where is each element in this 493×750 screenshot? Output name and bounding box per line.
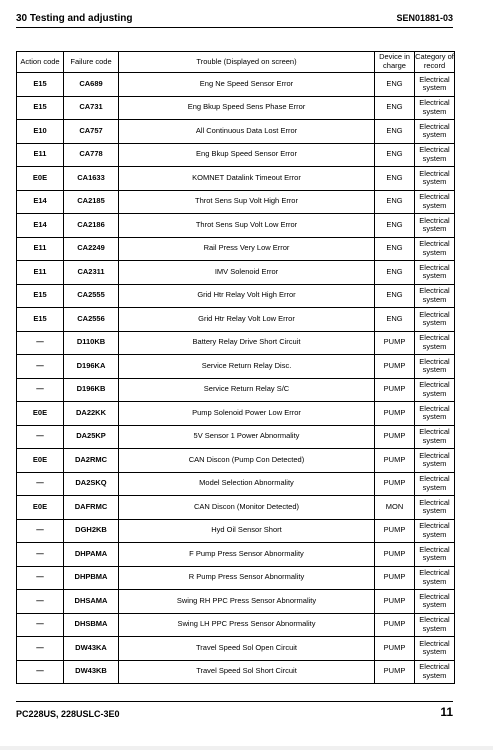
failure-code-cell: D110KB [64,331,119,355]
table-row [17,73,455,97]
action-code-cell: E0E [17,402,64,426]
trouble-cell: All Continuous Data Lost Error [119,120,375,144]
action-code-cell: — [17,378,64,402]
table-row [17,613,455,637]
action-code-cell: — [17,566,64,590]
failure-code-cell: DA22KK [64,402,119,426]
device-cell: PUMP [375,637,415,661]
table-row [17,472,455,496]
category-cell: Electrical system [415,566,455,590]
table-row [17,566,455,590]
failure-code-cell: CA2555 [64,284,119,308]
col-header-trouble: Trouble (Displayed on screen) [119,52,375,73]
table-row [17,590,455,614]
failure-code-table [16,51,455,684]
device-cell: PUMP [375,566,415,590]
action-code-cell: — [17,637,64,661]
device-cell: ENG [375,143,415,167]
category-cell: Electrical system [415,190,455,214]
trouble-cell: Pump Solenoid Power Low Error [119,402,375,426]
action-code-cell: — [17,660,64,684]
category-cell: Electrical system [415,449,455,473]
device-cell: PUMP [375,660,415,684]
trouble-cell: Swing RH PPC Press Sensor Abnormality [119,590,375,614]
trouble-cell: Grid Htr Relay Volt Low Error [119,308,375,332]
table-row [17,637,455,661]
category-cell: Electrical system [415,167,455,191]
category-cell: Electrical system [415,660,455,684]
trouble-cell: Swing LH PPC Press Sensor Abnormality [119,613,375,637]
col-header-failure-code: Failure code [64,52,119,73]
category-cell: Electrical system [415,355,455,379]
table-row [17,355,455,379]
failure-code-cell: CA2186 [64,214,119,238]
section-title: 30 Testing and adjusting [16,13,133,24]
device-cell: PUMP [375,472,415,496]
page-number: 11 [440,705,453,719]
failure-code-cell: D196KA [64,355,119,379]
trouble-cell: Throt Sens Sup Volt High Error [119,190,375,214]
trouble-cell: Eng Bkup Speed Sensor Error [119,143,375,167]
trouble-cell: Eng Bkup Speed Sens Phase Error [119,96,375,120]
device-cell: PUMP [375,331,415,355]
category-cell: Electrical system [415,425,455,449]
action-code-cell: — [17,590,64,614]
device-cell: PUMP [375,519,415,543]
action-code-cell: E0E [17,496,64,520]
trouble-cell: KOMNET Datalink Timeout Error [119,167,375,191]
category-cell: Electrical system [415,543,455,567]
device-cell: ENG [375,308,415,332]
table-row [17,214,455,238]
device-cell: ENG [375,214,415,238]
device-cell: PUMP [375,402,415,426]
failure-code-cell: DA2RMC [64,449,119,473]
failure-code-cell: DAFRMC [64,496,119,520]
trouble-cell: Travel Speed Sol Open Circuit [119,637,375,661]
table-row [17,378,455,402]
trouble-cell: R Pump Press Sensor Abnormality [119,566,375,590]
device-cell: PUMP [375,613,415,637]
action-code-cell: E15 [17,96,64,120]
action-code-cell: E10 [17,120,64,144]
page-edge [0,746,493,750]
table-row [17,425,455,449]
table-row [17,120,455,144]
failure-code-cell: DW43KA [64,637,119,661]
action-code-cell: E15 [17,73,64,97]
table-row [17,519,455,543]
action-code-cell: E0E [17,449,64,473]
col-header-action-code: Action code [17,52,64,73]
failure-code-cell: DHPAMA [64,543,119,567]
table-row [17,96,455,120]
device-cell: ENG [375,190,415,214]
category-cell: Electrical system [415,613,455,637]
failure-code-cell: DGH2KB [64,519,119,543]
trouble-cell: Travel Speed Sol Short Circuit [119,660,375,684]
action-code-cell: E11 [17,237,64,261]
table-row [17,660,455,684]
category-cell: Electrical system [415,214,455,238]
action-code-cell: E11 [17,143,64,167]
action-code-cell: E0E [17,167,64,191]
failure-code-cell: DA2SKQ [64,472,119,496]
trouble-cell: Battery Relay Drive Short Circuit [119,331,375,355]
action-code-cell: — [17,331,64,355]
footer-divider [16,701,453,702]
trouble-cell: Service Return Relay Disc. [119,355,375,379]
category-cell: Electrical system [415,261,455,285]
category-cell: Electrical system [415,590,455,614]
trouble-cell: CAN Discon (Pump Con Detected) [119,449,375,473]
action-code-cell: E14 [17,214,64,238]
device-cell: ENG [375,261,415,285]
failure-code-cell: CA2185 [64,190,119,214]
failure-code-cell: CA2311 [64,261,119,285]
failure-code-cell: CA689 [64,73,119,97]
action-code-cell: E15 [17,284,64,308]
trouble-cell: Model Selection Abnormality [119,472,375,496]
failure-code-cell: DW43KB [64,660,119,684]
failure-code-cell: CA2556 [64,308,119,332]
table-row [17,308,455,332]
action-code-cell: E15 [17,308,64,332]
device-cell: ENG [375,167,415,191]
action-code-cell: — [17,472,64,496]
table-row [17,261,455,285]
failure-code-cell: DHSAMA [64,590,119,614]
category-cell: Electrical system [415,308,455,332]
trouble-cell: Service Return Relay S/C [119,378,375,402]
category-cell: Electrical system [415,120,455,144]
trouble-cell: F Pump Press Sensor Abnormality [119,543,375,567]
device-cell: PUMP [375,355,415,379]
device-cell: PUMP [375,449,415,473]
category-cell: Electrical system [415,143,455,167]
device-cell: ENG [375,96,415,120]
category-cell: Electrical system [415,637,455,661]
table-row [17,190,455,214]
category-cell: Electrical system [415,472,455,496]
device-cell: PUMP [375,543,415,567]
category-cell: Electrical system [415,496,455,520]
device-cell: PUMP [375,590,415,614]
device-cell: PUMP [375,378,415,402]
failure-code-cell: CA2249 [64,237,119,261]
device-cell: ENG [375,120,415,144]
table-body [17,73,455,684]
table-row [17,449,455,473]
failure-code-cell: CA731 [64,96,119,120]
table-row [17,543,455,567]
failure-code-cell: D196KB [64,378,119,402]
action-code-cell: — [17,543,64,567]
device-cell: PUMP [375,425,415,449]
category-cell: Electrical system [415,519,455,543]
table-row [17,331,455,355]
action-code-cell: E14 [17,190,64,214]
col-header-device: Device in charge [375,52,415,73]
trouble-cell: Eng Ne Speed Sensor Error [119,73,375,97]
device-cell: MON [375,496,415,520]
table-row [17,167,455,191]
category-cell: Electrical system [415,402,455,426]
failure-code-cell: CA1633 [64,167,119,191]
failure-code-cell: DHSBMA [64,613,119,637]
category-cell: Electrical system [415,378,455,402]
trouble-cell: Rail Press Very Low Error [119,237,375,261]
failure-code-cell: DA25KP [64,425,119,449]
table-row [17,237,455,261]
trouble-cell: 5V Sensor 1 Power Abnormality [119,425,375,449]
trouble-cell: Hyd Oil Sensor Short [119,519,375,543]
category-cell: Electrical system [415,96,455,120]
category-cell: Electrical system [415,331,455,355]
table-row [17,402,455,426]
device-cell: ENG [375,237,415,261]
action-code-cell: — [17,355,64,379]
failure-code-cell: CA778 [64,143,119,167]
trouble-cell: IMV Solenoid Error [119,261,375,285]
action-code-cell: — [17,425,64,449]
table-row [17,143,455,167]
category-cell: Electrical system [415,73,455,97]
table-row [17,284,455,308]
table-header-row [17,52,455,73]
failure-code-cell: CA757 [64,120,119,144]
trouble-cell: Grid Htr Relay Volt High Error [119,284,375,308]
action-code-cell: E11 [17,261,64,285]
category-cell: Electrical system [415,237,455,261]
device-cell: ENG [375,73,415,97]
trouble-cell: Throt Sens Sup Volt Low Error [119,214,375,238]
trouble-cell: CAN Discon (Monitor Detected) [119,496,375,520]
col-header-category: Category of record [415,52,455,73]
document-code: SEN01881-03 [396,13,453,23]
header-divider [16,27,453,28]
failure-code-cell: DHPBMA [64,566,119,590]
table-row [17,496,455,520]
device-cell: ENG [375,284,415,308]
action-code-cell: — [17,613,64,637]
action-code-cell: — [17,519,64,543]
category-cell: Electrical system [415,284,455,308]
model-name: PC228US, 228USLC-3E0 [16,709,120,719]
